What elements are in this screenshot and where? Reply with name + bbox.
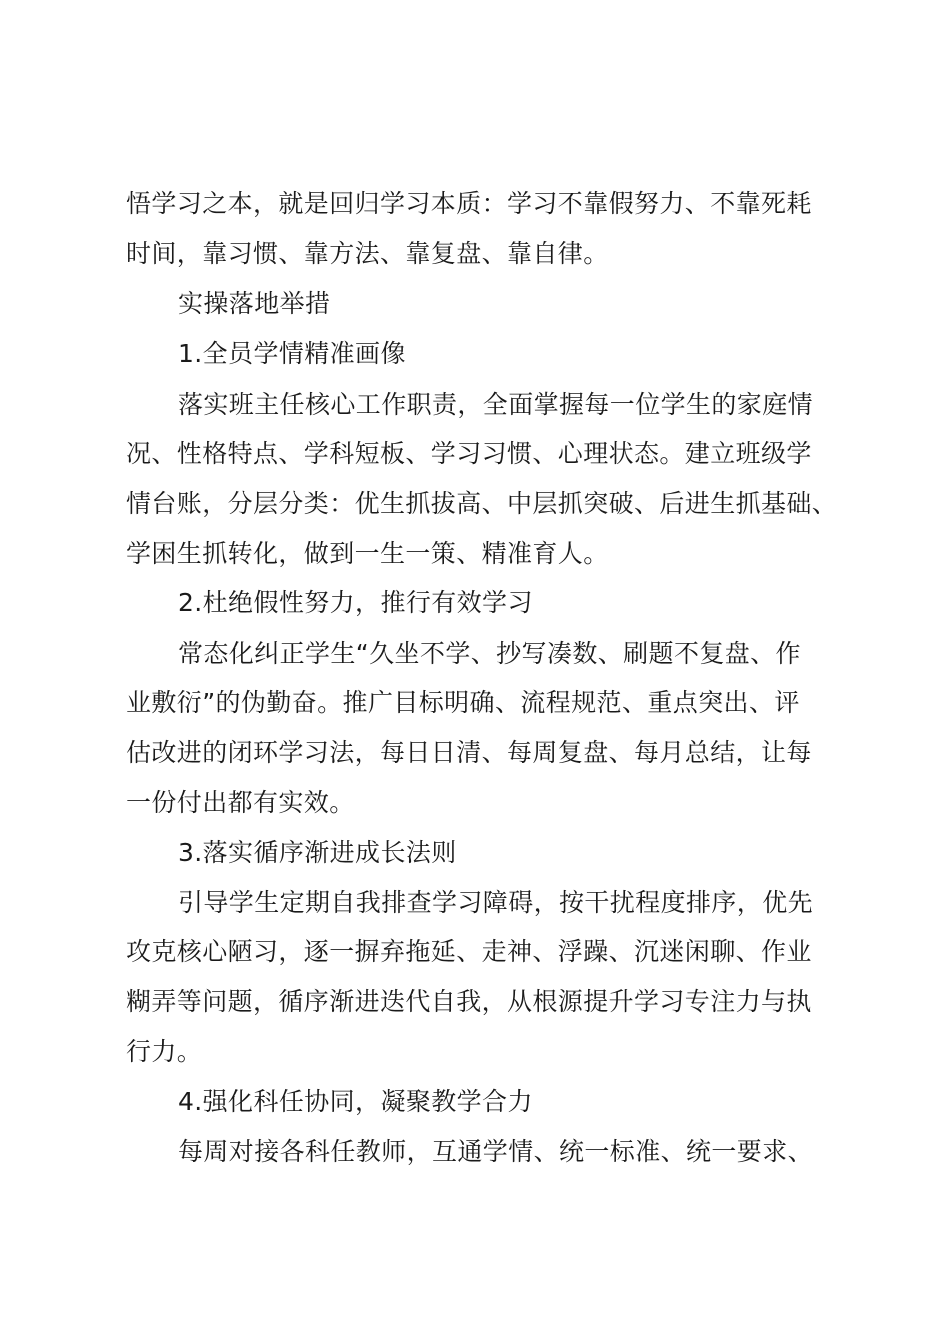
paragraph-line: 糊弄等问题，循序渐进迭代自我，从根源提升学习专注力与执 xyxy=(126,987,812,1016)
paragraph-line: 引导学生定期自我排查学习障碍，按干扰程度排序，优先 xyxy=(178,888,814,917)
paragraph-line: 时间，靠习惯、靠方法、靠复盘、靠自律。 xyxy=(126,239,609,268)
section-heading: 实操落地举措 xyxy=(178,289,331,318)
paragraph-line: 况、性格特点、学科短板、学习习惯、心理状态。建立班级学 xyxy=(126,439,812,468)
item-heading: 4.强化科任协同，凝聚教学合力 xyxy=(178,1087,533,1116)
paragraph-line: 攻克核心陋习，逐一摒弃拖延、走神、浮躁、沉迷闲聊、作业 xyxy=(126,937,812,966)
paragraph-line: 一份付出都有实效。 xyxy=(126,788,355,817)
paragraph-line: 行力。 xyxy=(126,1037,203,1066)
paragraph-line: 悟学习之本，就是回归学习本质：学习不靠假努力、不靠死耗 xyxy=(126,189,812,218)
paragraph-line: 情台账，分层分类：优生抓拔高、中层抓突破、后进生抓基础、 xyxy=(126,489,838,518)
item-heading: 3.落实循序渐进成长法则 xyxy=(178,838,457,867)
paragraph-line: 估改进的闭环学习法，每日日清、每周复盘、每月总结，让每 xyxy=(126,738,812,767)
item-heading: 2.杜绝假性努力，推行有效学习 xyxy=(178,588,533,617)
paragraph-line: 业敷衍”的伪勤奋。推广目标明确、流程规范、重点突出、评 xyxy=(126,688,800,717)
paragraph-line: 常态化纠正学生“久坐不学、抄写凑数、刷题不复盘、作 xyxy=(178,639,801,668)
paragraph-line: 学困生抓转化，做到一生一策、精准育人。 xyxy=(126,539,609,568)
item-heading: 1.全员学情精准画像 xyxy=(178,339,406,368)
paragraph-line: 每周对接各科任教师，互通学情、统一标准、统一要求、 xyxy=(178,1137,814,1166)
paragraph-line: 落实班主任核心工作职责，全面掌握每一位学生的家庭情 xyxy=(178,390,814,419)
